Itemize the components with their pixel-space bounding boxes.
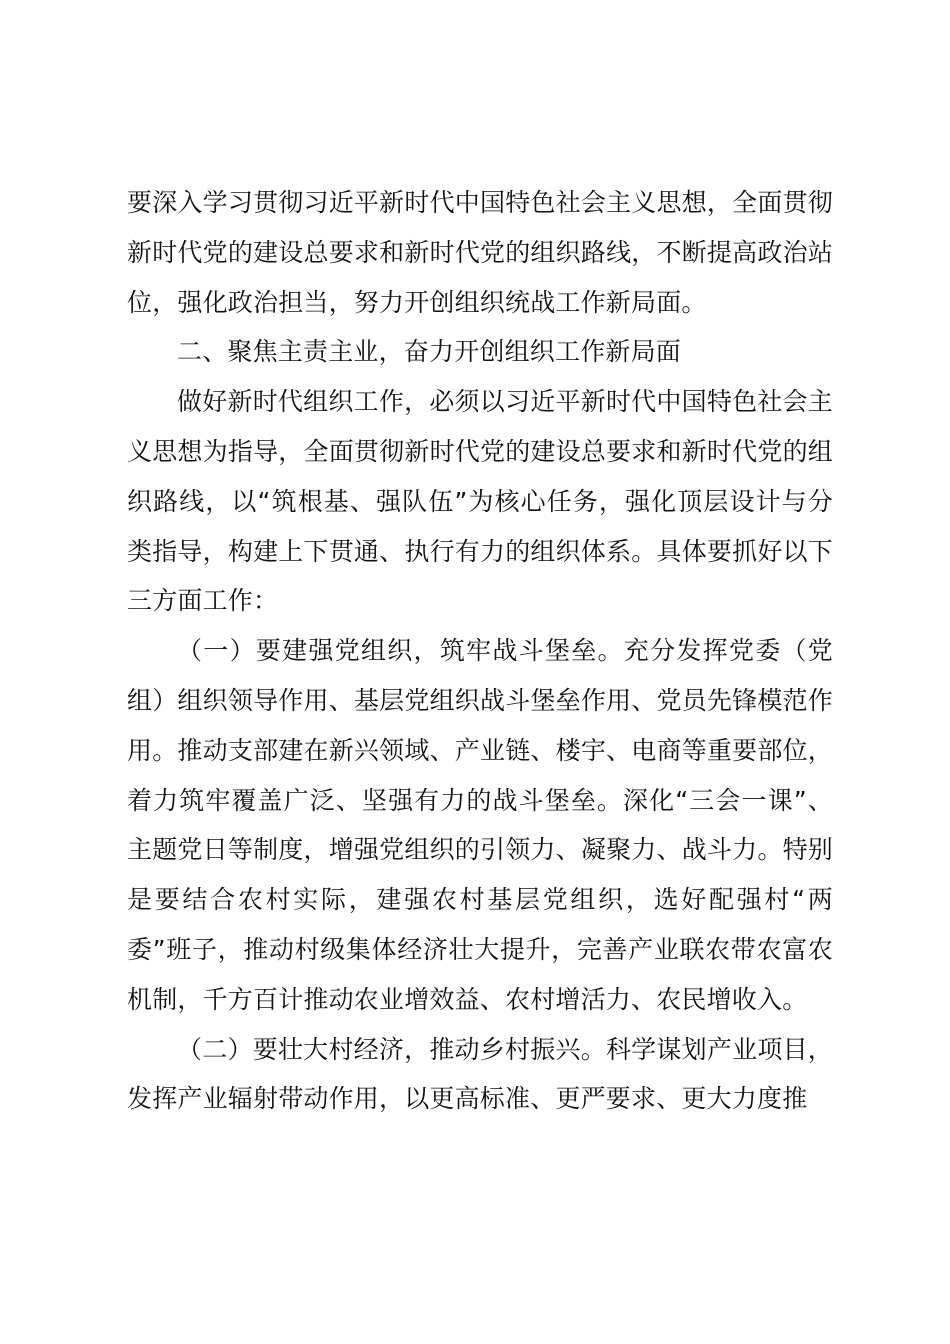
- section-heading: 二、聚焦主责主业，奋力开创组织工作新局面: [177, 337, 682, 367]
- paragraph-item-two: （二）要壮大村经济，推动乡村振兴。科学谋划产业项目，发挥产业辐射带动作用，以更高标准、更严要求、更大力度推: [127, 1034, 833, 1114]
- paragraph-intro: 做好新时代组织工作，必须以习近平新时代中国特色社会主义思想为指导，全面贯彻新时代党的建设总要求和新时代党的组织路线，以“筑根基、强队伍”为核心任务，强化顶层设计与分类指导，构建上下贯通、执行有力的组织体系。具体要抓好以下三方面工作：: [127, 387, 833, 616]
- paragraph-continuation: 要深入学习贯彻习近平新时代中国特色社会主义思想，全面贯彻新时代党的建设总要求和新时代党的组织路线，不断提高政治站位，强化政治担当，努力开创组织统战工作新局面。: [127, 188, 833, 317]
- paragraph-item-one: （一）要建强党组织，筑牢战斗堡垒。充分发挥党委（党组）组织领导作用、基层党组织战斗堡垒作用、党员先锋模范作用。推动支部建在新兴领域、产业链、楼宇、电商等重要部位，着力筑牢覆盖广泛、坚强有力的战斗堡垒。深化“三会一课”、主题党日等制度，增强党组织的引领力、凝聚力、战斗力。特别是要结合农村实际，建强农村基层党组织，选好配强村“两委”班子，推动村级集体经济壮大提升，完善产业联农带农富农机制，千方百计推动农业增效益、农村增活力、农民增收入。: [127, 636, 833, 1014]
- document-body: [127, 178, 833, 1124]
